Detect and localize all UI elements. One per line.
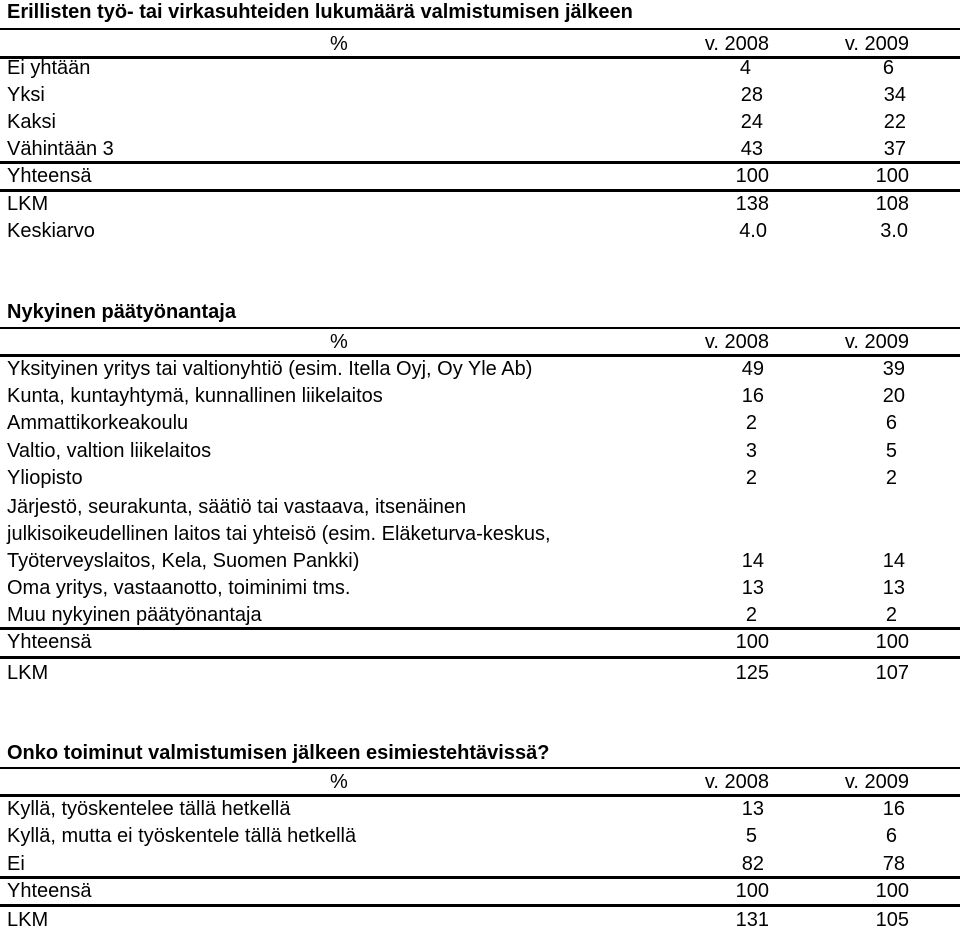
table-cell-2009: 3.0 [880, 220, 908, 242]
table-row-label: Ei [7, 853, 25, 875]
table-row-label: Yhteensä [7, 880, 92, 902]
table-row-label: Valtio, valtion liikelaitos [7, 440, 212, 462]
table-cell-2009: 100 [875, 880, 909, 902]
table-row-label: Yliopisto [7, 467, 83, 489]
table-row-label: Yksi [7, 84, 45, 106]
table-cell-2008: 2 [745, 604, 757, 626]
table-row-label-line3: Työterveyslaitos, Kela, Suomen Pankki) [7, 550, 360, 572]
section1-title-underline [0, 28, 960, 30]
section3-title-underline [0, 767, 960, 769]
table-cell-2008: 100 [735, 165, 769, 187]
section2-total-rule [0, 627, 960, 630]
section1-header-rule [0, 56, 960, 59]
table-cell-2009: 20 [882, 385, 905, 407]
section3-lkm-rule [0, 904, 960, 907]
section2-header-2008: v. 2008 [704, 331, 769, 353]
table-row-label: Keskiarvo [7, 220, 95, 242]
section3-header-percent: % [330, 771, 348, 793]
table-cell-2008: 28 [740, 84, 763, 106]
table-cell-2008: 4 [739, 57, 751, 79]
table-row-label: Ei yhtään [7, 57, 91, 79]
table-cell-2008: 100 [735, 631, 769, 653]
table-row-label: Muu nykyinen päätyönantaja [7, 604, 262, 626]
table-row-label: Kyllä, mutta ei työskentele tällä hetkellä [7, 825, 357, 847]
table-row-label: Ammattikorkeakoulu [7, 412, 189, 434]
section3-header-rule [0, 794, 960, 797]
table-cell-2008: 24 [740, 111, 763, 133]
section3-header-2008: v. 2008 [704, 771, 769, 793]
table-cell-2009: 100 [875, 165, 909, 187]
table-cell-2009: 13 [882, 577, 905, 599]
table-cell-2008: 16 [741, 385, 764, 407]
table-row-label-line2: julkisoikeudellinen laitos tai yhteisö (esim. Eläketurva-keskus, [7, 523, 551, 545]
section2-title-underline [0, 327, 960, 329]
table-row-label: Vähintään 3 [7, 138, 114, 160]
table-row-label: Yhteensä [7, 165, 92, 187]
table-cell-2009: 100 [875, 631, 909, 653]
section1-header-percent: % [330, 33, 348, 55]
table-cell-2008: 4.0 [739, 220, 767, 242]
table-cell-2008: 100 [735, 880, 769, 902]
table-row-label: Kunta, kuntayhtymä, kunnallinen liikelaitos [7, 385, 383, 407]
table-cell-2009: 107 [875, 662, 909, 684]
table-row-label: Oma yritys, vastaanotto, toiminimi tms. [7, 577, 351, 599]
table-cell-2009: 14 [882, 550, 905, 572]
table-cell-2008: 138 [735, 193, 769, 215]
section3-total-rule [0, 876, 960, 879]
section1-lkm-rule [0, 189, 960, 192]
table-cell-2009: 2 [885, 604, 897, 626]
table-cell-2008: 2 [745, 412, 757, 434]
table-cell-2008: 43 [740, 138, 763, 160]
table-cell-2008: 82 [741, 853, 764, 875]
table-cell-2009: 6 [885, 412, 897, 434]
table-row-label: Yksityinen yritys tai valtionyhtiö (esim. Itella Oyj, Oy Yle Ab) [7, 358, 533, 380]
table-cell-2009: 34 [883, 84, 906, 106]
table-cell-2009: 78 [882, 853, 905, 875]
table-cell-2008: 13 [741, 798, 764, 820]
table-cell-2009: 6 [885, 825, 897, 847]
table-cell-2008: 14 [741, 550, 764, 572]
table-row-label: LKM [7, 662, 49, 684]
table-cell-2008: 125 [735, 662, 769, 684]
table-cell-2008: 131 [735, 909, 769, 931]
table-cell-2009: 6 [882, 57, 894, 79]
section1-header-2009: v. 2009 [844, 33, 909, 55]
table-cell-2008: 2 [745, 467, 757, 489]
table-row-label: LKM [7, 193, 49, 215]
section1-title: Erillisten työ- tai virkasuhteiden lukumäärä valmistumisen jälkeen [7, 1, 633, 23]
table-cell-2008: 3 [745, 440, 757, 462]
section2-header-rule [0, 354, 960, 357]
table-cell-2009: 105 [875, 909, 909, 931]
section2-lkm-rule [0, 656, 960, 659]
section3-header-2009: v. 2009 [844, 771, 909, 793]
table-cell-2009: 37 [883, 138, 906, 160]
section2-header-percent: % [330, 331, 348, 353]
section2-header-2009: v. 2009 [844, 331, 909, 353]
table-cell-2008: 49 [741, 358, 764, 380]
section3-title: Onko toiminut valmistumisen jälkeen esimiestehtävissä? [7, 742, 550, 764]
section1-total-rule [0, 161, 960, 164]
table-row-label: LKM [7, 909, 49, 931]
table-cell-2008: 5 [745, 825, 757, 847]
table-row-label-line1: Järjestö, seurakunta, säätiö tai vastaava, itsenäinen [7, 496, 467, 518]
table-cell-2009: 108 [875, 193, 909, 215]
table-row-label: Kyllä, työskentelee tällä hetkellä [7, 798, 291, 820]
table-cell-2008: 13 [741, 577, 764, 599]
table-cell-2009: 16 [882, 798, 905, 820]
table-cell-2009: 2 [885, 467, 897, 489]
table-row-label: Yhteensä [7, 631, 92, 653]
table-row-label: Kaksi [7, 111, 56, 133]
section2-title: Nykyinen päätyönantaja [7, 301, 236, 323]
table-cell-2009: 39 [882, 358, 905, 380]
table-cell-2009: 5 [885, 440, 897, 462]
table-cell-2009: 22 [883, 111, 906, 133]
section1-header-2008: v. 2008 [704, 33, 769, 55]
